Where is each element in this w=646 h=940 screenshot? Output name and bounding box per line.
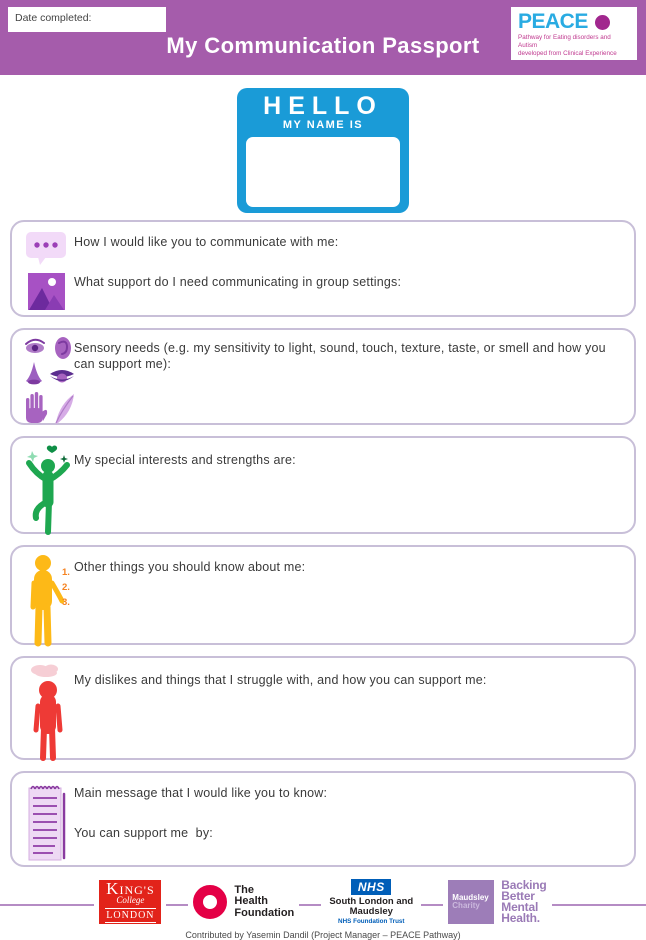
notepad-icon (27, 780, 69, 862)
peace-logo-name: PEACE (518, 10, 588, 33)
list-number-2: 2. (62, 582, 70, 593)
peace-tagline-1: Pathway for Eating disorders and Autism (518, 34, 611, 49)
name-input-area[interactable] (246, 137, 400, 207)
nhs-org-name: South London and Maudsley (329, 895, 414, 917)
picture-icon (28, 273, 65, 310)
kings-college-london-logo (94, 880, 166, 924)
speech-bubble-icon (25, 231, 67, 267)
sensory-icons (22, 336, 76, 424)
standing-person-icon (25, 553, 65, 647)
section-interests (10, 436, 636, 534)
maudsley-box-line1: Maudsley (452, 893, 489, 902)
maudsley-charity-logo (443, 880, 551, 924)
hf-line2: Health (234, 895, 269, 908)
date-completed-field[interactable] (8, 7, 166, 32)
maudsley-tagline-1: Backing (501, 878, 547, 892)
nhs-brand: NHS (351, 879, 391, 895)
hello-text: HELLO (263, 92, 383, 120)
maudsley-tagline-2: Better (501, 889, 535, 903)
list-number-1: 1. (62, 567, 70, 578)
kcl-line1: KING'S (106, 879, 155, 898)
health-foundation-ring-icon (193, 885, 227, 919)
page-title: My Communication Passport (166, 33, 480, 58)
prompt-interests: My special interests and strengths are: (74, 453, 296, 467)
prompt-main-message: Main message that I would like you to know: (74, 786, 328, 800)
maudsley-tagline-3: Mental (501, 900, 539, 914)
section-other-things (10, 545, 636, 645)
prompt-dislikes: My dislikes and things that I struggle with, and how you can support me: (74, 673, 487, 687)
section-communication (10, 220, 636, 317)
maudsley-tagline-4: Health. (501, 911, 540, 925)
contributed-credit: Contributed by Yasemin Dandil (Project Manager – PEACE Pathway) (185, 930, 461, 940)
prompt-support-by: You can support me by: (74, 826, 213, 840)
nhs-foundation-trust: NHS Foundation Trust (338, 917, 405, 925)
section-sensory (10, 328, 636, 425)
happy-person-icon (22, 444, 74, 534)
my-name-is-text: MY NAME IS (282, 119, 364, 131)
prompt-sensory: Sensory needs (e.g. my sensitivity to light, sound, touch, texture, taste, or smell and how you can support me): (74, 341, 610, 371)
footer (0, 878, 646, 926)
hf-line1: The (234, 883, 254, 896)
kcl-line3: LONDON (106, 910, 155, 921)
sad-person-cloud-icon (24, 662, 72, 762)
prompt-communicate: How I would like you to communicate with me: (74, 235, 339, 249)
peace-logo (511, 7, 637, 60)
date-completed-label: Date completed: (15, 12, 92, 24)
list-number-3: 3. (62, 597, 70, 608)
peace-tagline-2: developed from Clinical Experience (518, 50, 617, 57)
prompt-group-support: What support do I need communicating in group settings: (74, 275, 402, 289)
maudsley-box-line2: Charity (452, 901, 480, 910)
hello-name-badge (237, 88, 409, 213)
peace-dot-icon (595, 15, 610, 30)
health-foundation-logo (188, 885, 299, 920)
kcl-line2: College (116, 895, 145, 905)
section-main-message (10, 771, 636, 867)
nhs-logo (321, 879, 421, 926)
header (0, 0, 646, 75)
prompt-other-things: Other things you should know about me: (74, 560, 306, 574)
numbered-list (62, 565, 70, 610)
section-dislikes (10, 656, 636, 760)
hf-line3: Foundation (234, 906, 295, 919)
